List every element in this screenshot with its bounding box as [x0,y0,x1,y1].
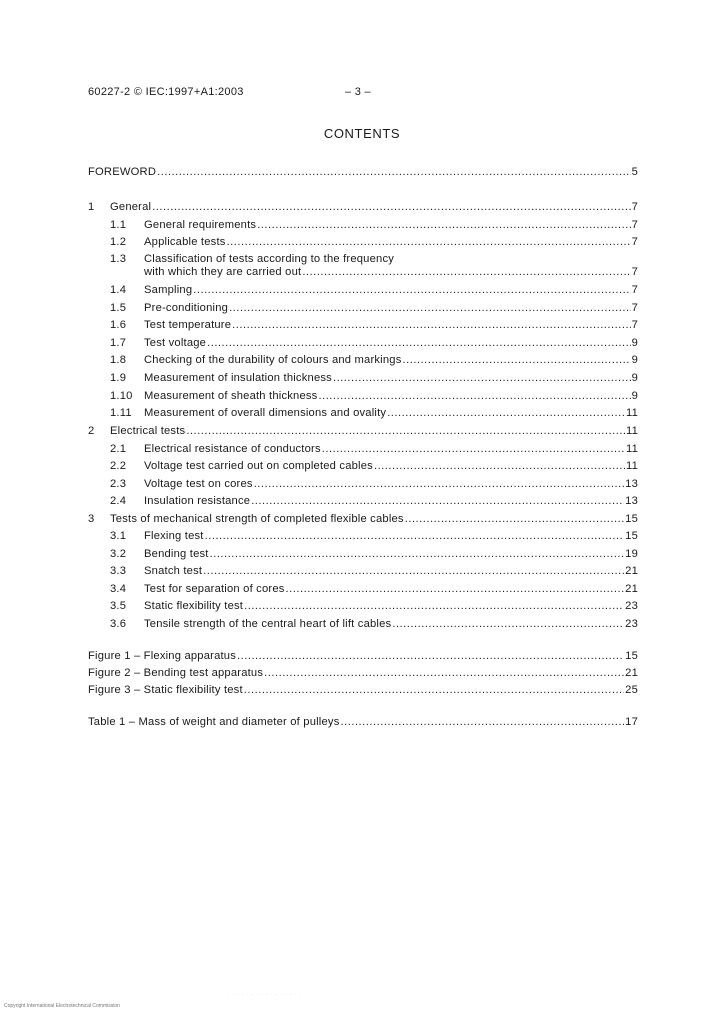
toc-page: 11 [625,407,638,419]
leader-dots [302,266,630,278]
toc-page: 7 [631,266,638,278]
leader-dots [244,600,624,612]
toc-label: Snatch test [144,565,203,577]
toc-page: 11 [625,425,638,437]
leader-dots [405,513,624,525]
leader-dots [333,372,631,384]
toc-label: Voltage test on cores [144,478,253,490]
toc-page: 21 [625,583,638,595]
toc-number: 3.2 [110,548,127,560]
page-number: – 3 – [345,86,371,98]
toc-label: Checking of the durability of colours and markings [144,354,402,366]
toc-entry-2-4[interactable] [88,495,638,511]
toc-label: Sampling [144,284,193,296]
toc-entry-figure-1[interactable] [88,650,638,666]
toc-page: 7 [631,302,638,314]
toc-number: 1.3 [110,253,127,265]
toc-entry-figure-3[interactable] [88,684,638,700]
toc-number: 3.4 [110,583,127,595]
toc-page: 17 [625,716,638,728]
toc-label: Test temperature [144,319,232,331]
toc-page: 9 [631,390,638,402]
toc-entry-1-8[interactable] [88,354,638,370]
toc-label: Electrical resistance of conductors [144,443,321,455]
toc-number: 3.3 [110,565,127,577]
toc-entry-section-2[interactable] [88,425,638,441]
toc-page: 5 [631,166,638,178]
leader-dots [318,390,630,402]
toc-label: Insulation resistance [144,495,251,507]
leader-dots [387,407,625,419]
toc-label: Tensile strength of the central heart of lift cables [144,618,392,630]
scan-artifact: . . . . . . . . . . . . . . . . [228,991,303,997]
toc-page: 7 [631,201,638,213]
toc-page: 13 [625,495,638,507]
toc-number: 2.4 [110,495,127,507]
toc-page: 21 [625,667,638,679]
leader-dots [374,460,625,472]
toc-number: 1.4 [110,284,127,296]
toc-entry-table-1[interactable] [88,716,638,732]
toc-entry-1-4[interactable] [88,284,638,300]
leader-dots [251,495,624,507]
toc-number: 2.3 [110,478,127,490]
toc-entry-1-10[interactable] [88,390,638,406]
toc-page: 15 [625,530,638,542]
toc-entry-1-3-continued[interactable] [144,266,638,282]
toc-label: Measurement of sheath thickness [144,390,318,402]
toc-label: Table 1 – Mass of weight and diameter of pulleys [88,716,340,728]
toc-entry-section-1[interactable] [88,201,638,217]
standard-reference: 60227-2 © IEC:1997+A1:2003 [88,86,244,98]
toc-number: 1.10 [110,390,133,402]
toc-label: General [110,201,152,213]
toc-entry-2-2[interactable] [88,460,638,476]
leader-dots [152,201,630,213]
toc-page: 7 [631,219,638,231]
leader-dots [244,684,624,696]
toc-number: 1.11 [110,407,132,419]
toc-number: 3.5 [110,600,127,612]
leader-dots [207,337,630,349]
toc-label: Electrical tests [110,425,186,437]
toc-number: 3.6 [110,618,127,630]
leader-dots [205,530,625,542]
toc-label: Pre-conditioning [144,302,229,314]
toc-number: 3.1 [110,530,127,542]
toc-label: General requirements [144,219,257,231]
toc-page: 25 [625,684,638,696]
toc-label: Figure 3 – Static flexibility test [88,684,243,696]
toc-label: Figure 2 – Bending test apparatus [88,667,264,679]
toc-label: Bending test [144,548,209,560]
leader-dots [237,650,624,662]
toc-label: Figure 1 – Flexing apparatus [88,650,237,662]
toc-number: 1.1 [110,219,127,231]
leader-dots [232,319,630,331]
toc-label: Classification of tests according to the frequency [144,253,395,265]
leader-dots [257,219,630,231]
toc-label: Applicable tests [144,236,226,248]
toc-number: 3 [88,513,95,525]
toc-number: 2 [88,425,95,437]
toc-entry-1-2[interactable] [88,236,638,252]
leader-dots [203,565,624,577]
leader-dots [264,667,624,679]
toc-number: 1 [88,201,95,213]
toc-label: Static flexibility test [144,600,244,612]
toc-page: 21 [625,565,638,577]
toc-number: 1.6 [110,319,127,331]
toc-label: Measurement of overall dimensions and ovality [144,407,387,419]
leader-dots [392,618,624,630]
toc-number: 2.2 [110,460,127,472]
toc-page: 15 [625,650,638,662]
toc-entry-1-9[interactable] [88,372,638,388]
toc-label: Test for separation of cores [144,583,285,595]
toc-page: 13 [625,478,638,490]
page-title: CONTENTS [323,126,401,141]
toc-label-continued: with which they are carried out [144,266,302,278]
toc-entry-foreword[interactable] [88,166,638,182]
toc-page: 15 [625,513,638,525]
toc-label: Voltage test carried out on completed cables [144,460,373,472]
toc-number: 1.5 [110,302,127,314]
leader-dots [254,478,624,490]
toc-page: 11 [625,443,638,455]
leader-dots [186,425,625,437]
toc-label: Flexing test [144,530,204,542]
toc-number: 1.8 [110,354,127,366]
toc-page: 7 [631,284,638,296]
toc-entry-2-3[interactable] [88,478,638,494]
toc-entry-1-7[interactable] [88,337,638,353]
leader-dots [341,716,625,728]
toc-number: 1.2 [110,236,127,248]
leader-dots [229,302,631,314]
toc-page: 23 [625,600,638,612]
toc-number: 1.9 [110,372,127,384]
toc-page: 9 [631,354,638,366]
leader-dots [403,354,631,366]
toc-number: 2.1 [110,443,127,455]
toc-entry-2-1[interactable] [88,443,638,459]
toc-page: 23 [625,618,638,630]
toc-page: 7 [631,319,638,331]
toc-entry-1-11[interactable] [88,407,638,423]
toc-entry-section-3[interactable] [88,513,638,529]
toc-number: 1.7 [110,337,127,349]
toc-page: 19 [625,548,638,560]
toc-entry-3-4[interactable] [88,583,638,599]
toc-entry-3-2[interactable] [88,548,638,564]
toc-page: 9 [631,337,638,349]
leader-dots [210,548,625,560]
toc-entry-3-5[interactable] [88,600,638,616]
toc-entry-3-1[interactable] [88,530,638,546]
toc-entry-1-1[interactable] [88,219,638,235]
toc-label: Test voltage [144,337,207,349]
leader-dots [157,166,630,178]
toc-label: Tests of mechanical strength of completed flexible cables [110,513,404,525]
leader-dots [227,236,631,248]
toc-entry-3-6[interactable] [88,618,638,634]
toc-label: FOREWORD [88,166,157,178]
leader-dots [322,443,625,455]
leader-dots [193,284,630,296]
toc-entry-1-6[interactable] [88,319,638,335]
toc-entry-figure-2[interactable] [88,667,638,683]
copyright-notice: Copyright International Electrotechnical Commission [4,1003,120,1009]
toc-page: 7 [631,236,638,248]
toc-page: 9 [631,372,638,384]
toc-entry-3-3[interactable] [88,565,638,581]
toc-page: 11 [625,460,638,472]
toc-entry-1-5[interactable] [88,302,638,318]
leader-dots [286,583,625,595]
toc-label: Measurement of insulation thickness [144,372,332,384]
